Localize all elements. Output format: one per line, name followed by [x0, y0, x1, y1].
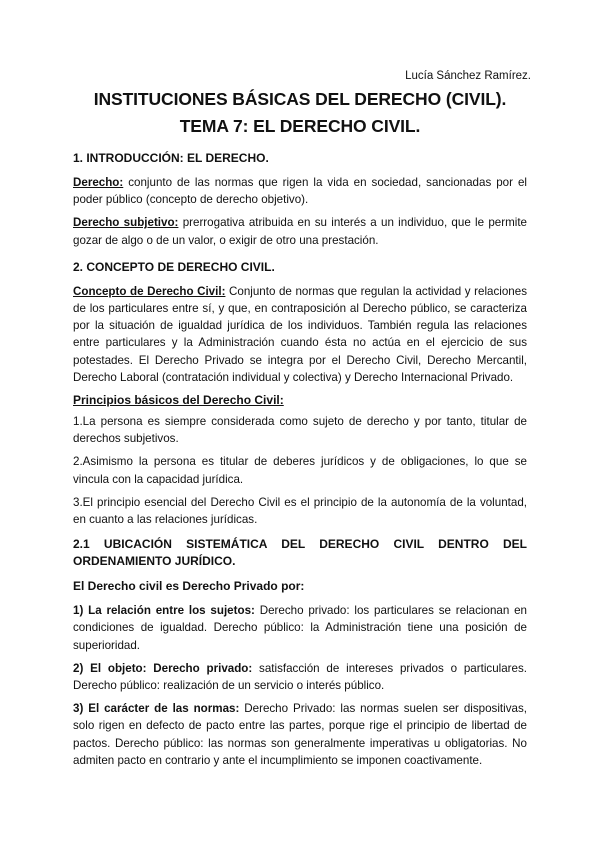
- section-2-1-heading: 2.1 UBICACIÓN SISTEMÁTICA DEL DERECHO CIVIL DENTRO DEL ORDENAMIENTO JURÍDICO.: [73, 537, 527, 569]
- section-2-1-intro: El Derecho civil es Derecho Privado por:: [73, 579, 305, 594]
- criterion-1-label: 1) La relación entre los sujetos:: [73, 604, 255, 618]
- derecho-subjetivo-text: prerrogativa atribuida en su interés a un individuo, que le permite gozar de algo o de un valor, o exigir de otro una prestación.: [73, 216, 527, 247]
- term-derecho: Derecho:: [73, 176, 124, 189]
- criterion-3-text: Derecho Privado: las normas suelen ser dispositivas, solo rigen en defecto de pacto entre las partes, porque rige el principio de libertad de pactos. Derecho público: las normas son generalmente imperativas u obligatorias. No admiten pacto en contrario y ante el incumplimiento se imponen coactivamente.: [73, 702, 527, 767]
- derecho-definition-text: conjunto de las normas que rigen la vida en sociedad, sancionadas por el poder público (concepto de derecho objetivo).: [73, 176, 527, 207]
- derecho-subjetivo-definition: [73, 214, 527, 248]
- concepto-derecho-civil: [73, 283, 527, 386]
- section-2-heading: 2. CONCEPTO DE DERECHO CIVIL.: [73, 259, 275, 274]
- section-1-heading: 1. INTRODUCCIÓN: EL DERECHO.: [73, 151, 269, 165]
- criterion-3-label: 3) El carácter de las normas:: [73, 702, 240, 716]
- criterion-1-text: Derecho privado: los particulares se relacionan en condiciones de igualdad. Derecho público: la Administración tiene una posición de superioridad.: [73, 604, 527, 652]
- term-derecho-subjetivo: Derecho subjetivo:: [73, 216, 179, 230]
- criterion-2-text: satisfacción de intereses privados o particulares. Derecho público: realización de un servicio o interés público.: [73, 661, 527, 693]
- term-concepto-derecho-civil: Concepto de Derecho Civil:: [73, 284, 226, 298]
- criterion-2-label: 2) El objeto: Derecho privado:: [73, 661, 253, 675]
- criterion-2: [73, 660, 527, 694]
- criterion-1: [73, 602, 527, 654]
- document-title: [73, 86, 527, 140]
- principle-1: 1.La persona es siempre considerada como sujeto de derecho y por tanto, titular de derechos subjetivos.: [73, 415, 527, 446]
- concepto-derecho-civil-text: Conjunto de normas que regulan la actividad y relaciones de los particulares entre sí, y que, en contraposición al Derecho público, se caracteriza por la situación de igualdad jurídica de los individuos. También regula las relaciones entre particulares y la Administración cuando ésta no actúa en el ejercicio de sus potestades. El Derecho Privado se integra por el Derecho Civil, Derecho Mercantil, Derecho Laboral (contratación individual y colectiva) y Derecho Internacional Privado.: [73, 284, 527, 384]
- principle-3: 3.El principio esencial del Derecho Civil es el principio de la autonomía de la voluntad, en cuanto a las relaciones jurídicas.: [73, 495, 527, 527]
- title-line-1: INSTITUCIONES BÁSICAS DEL DERECHO (CIVIL).: [93, 89, 507, 109]
- derecho-definition: [73, 174, 527, 208]
- principle-2: 2.Asimismo la persona es titular de deberes jurídicos y de obligaciones, lo que se vincula con la capacidad jurídica.: [73, 455, 527, 486]
- author-name: Lucía Sánchez Ramírez.: [405, 70, 531, 82]
- principles-heading: Principios básicos del Derecho Civil:: [73, 393, 284, 408]
- title-line-2: TEMA 7: EL DERECHO CIVIL.: [179, 116, 421, 136]
- criterion-3: [73, 700, 527, 769]
